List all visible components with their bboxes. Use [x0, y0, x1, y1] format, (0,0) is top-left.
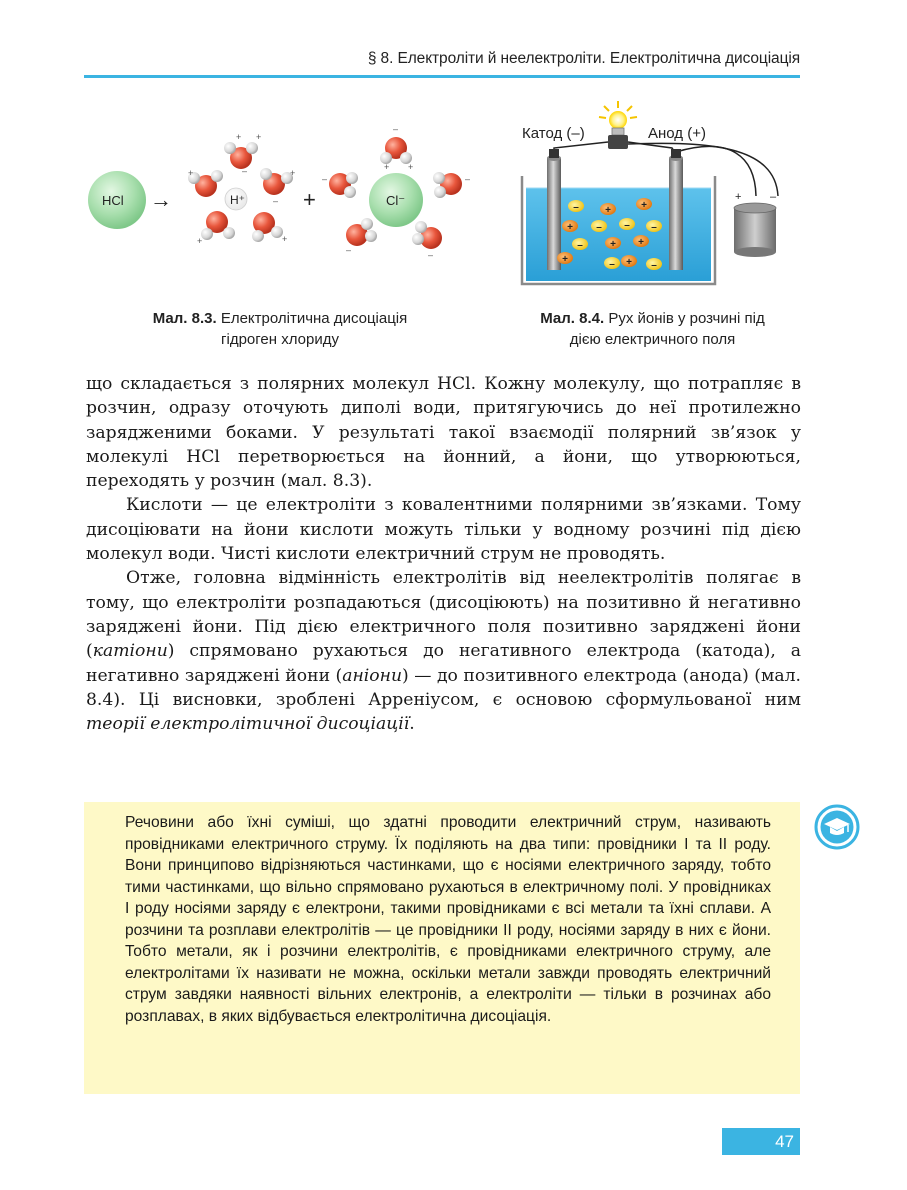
term-theory: теорії електролітичної дисоціації: [86, 714, 410, 735]
caption-text: Електролітична дисоціація: [220, 310, 408, 327]
term-anions: аніони: [342, 665, 403, 686]
chloride-ion-label: Cl⁻: [386, 193, 406, 208]
electrolysis-diagram: [510, 96, 800, 296]
cathode-electrode: [547, 149, 561, 270]
svg-text:+: +: [384, 162, 390, 172]
svg-text:–: –: [322, 174, 328, 184]
figure-8-3: [84, 118, 484, 298]
svg-text:–: –: [651, 222, 657, 233]
svg-text:–: –: [573, 202, 579, 213]
svg-text:+: +: [197, 236, 203, 246]
caption-number: Мал. 8.4.: [540, 310, 605, 327]
cathode-label: Катод (–): [522, 125, 585, 142]
plus-sign: +: [303, 187, 316, 212]
header-divider: [84, 75, 800, 78]
caption-text: дією електричного поля: [569, 331, 736, 348]
hcl-label: HCl: [102, 193, 124, 208]
water-molecule: [412, 221, 442, 249]
water-molecule: [224, 142, 258, 169]
water-molecule: [252, 212, 283, 242]
paragraph: [86, 566, 801, 736]
svg-text:+: +: [188, 168, 194, 178]
info-box: [84, 802, 800, 1094]
svg-text:+: +: [282, 234, 288, 244]
water-molecule: [433, 172, 462, 198]
water-molecule: [260, 168, 296, 195]
battery-minus-label: –: [770, 191, 777, 203]
water-molecule: [201, 211, 235, 240]
figure-8-4: [510, 96, 800, 296]
page-number: 47: [722, 1128, 800, 1155]
hcl-dissociation-diagram: [84, 118, 484, 298]
svg-text:+: +: [610, 239, 616, 250]
term-cations: катіони: [92, 641, 168, 662]
svg-text:+: +: [567, 222, 573, 233]
svg-text:–: –: [624, 220, 630, 231]
svg-text:–: –: [651, 260, 657, 271]
text-run: Отже, головна відмінність електролітів від неелектролітів полягає в тому, що електроліти розпадаються (дисоціюють) на позитивно й негативно заряджені йони. Під дією електричного поля позитивно заряджені йони (: [86, 568, 801, 662]
svg-text:–: –: [465, 174, 471, 184]
battery-plus-label: +: [735, 191, 742, 203]
anode-electrode: [669, 149, 683, 270]
text-run: ) — до позитивного електрода (анода) (мал. 8.4). Ці висновки, зроблені Арреніусом, є основою сформульованої ним: [86, 665, 801, 710]
page-header: [84, 44, 800, 78]
svg-text:+: +: [638, 237, 644, 248]
water-molecule: [380, 137, 412, 164]
svg-text:+: +: [236, 132, 242, 142]
reaction-arrow: →: [150, 187, 172, 212]
svg-text:–: –: [273, 196, 279, 206]
main-text: [86, 372, 801, 736]
svg-text:–: –: [346, 245, 352, 255]
svg-text:+: +: [605, 205, 611, 216]
water-molecule: [329, 172, 358, 198]
svg-text:–: –: [242, 166, 248, 176]
svg-text:+: +: [641, 200, 647, 211]
svg-text:–: –: [428, 250, 434, 260]
paragraph: що складається з полярних молекул HCl. Кожну молекулу, що потрапляє в розчин, одразу оточують диполі води, притягуючись до неї протилежно зарядженими боками. У результаті такої взаємодії полярний зв’язок у молекулі HCl перетворюється на йонний, а йони, що утворюються, переходять у розчин (мал. 8.3).: [86, 374, 801, 492]
anode-label: Анод (+): [648, 125, 706, 142]
svg-text:–: –: [393, 124, 399, 134]
paragraph: Кислоти — це електроліти з ковалентними полярними зв’язками. Тому дисоціювати на йони кислоти можуть тільки у водному розчині під дією молекул води. Чисті кислоти електричний струм не проводять.: [86, 495, 801, 565]
svg-text:+: +: [256, 132, 262, 142]
water-molecule: [346, 218, 377, 246]
svg-text:+: +: [408, 162, 414, 172]
svg-text:+: +: [562, 254, 568, 265]
section-title: § 8. Електроліти й неелектроліти. Електролітична дисоціація: [367, 50, 800, 67]
text-run: ) спрямовано рухаються до негативного електрода (катода), а негативно заряджені йони (: [86, 641, 801, 686]
graduation-cap-icon: [814, 804, 860, 850]
svg-text:–: –: [596, 222, 602, 233]
hydrogen-ion-label: H⁺: [230, 193, 245, 207]
svg-text:–: –: [609, 259, 615, 270]
svg-text:+: +: [290, 168, 296, 178]
figure-8-3-caption: [110, 308, 450, 350]
caption-text: гідроген хлориду: [221, 331, 339, 348]
battery: [734, 191, 777, 257]
info-box-text: Речовини або їхні суміші, що здатні проводити електричний струм, називають провідниками електричного струму. Їх поділяють на два типи: провідники I та II роду. Вони принципово відрізняються частинками, що є носіями електричного заряду, тобто тими частинками, що вільно спрямовано рухаються в електричному полі. У провідниках I роду носіями заряду є електрони, такими провідниками є всі метали та їхні сплави. А розчини та розплави електролітів — це провідники II роду, носіями заряду в них є йони. Тобто метали, як і розчини електролітів, є провідниками електричного струму, але електролітами їх називати не можна, оскільки метали завжди проводять електричний струм завдяки наявності вільних електронів, а електроліти — тільки в розчинах або розплавах, в яких відбувається електролітична дисоціація.: [125, 814, 771, 1025]
caption-text: Рух йонів у розчині під: [608, 310, 765, 327]
svg-text:+: +: [626, 257, 632, 268]
caption-number: Мал. 8.3.: [152, 310, 217, 327]
figure-8-4-caption: [500, 308, 805, 350]
text-run: .: [409, 714, 415, 735]
svg-text:–: –: [577, 240, 583, 251]
